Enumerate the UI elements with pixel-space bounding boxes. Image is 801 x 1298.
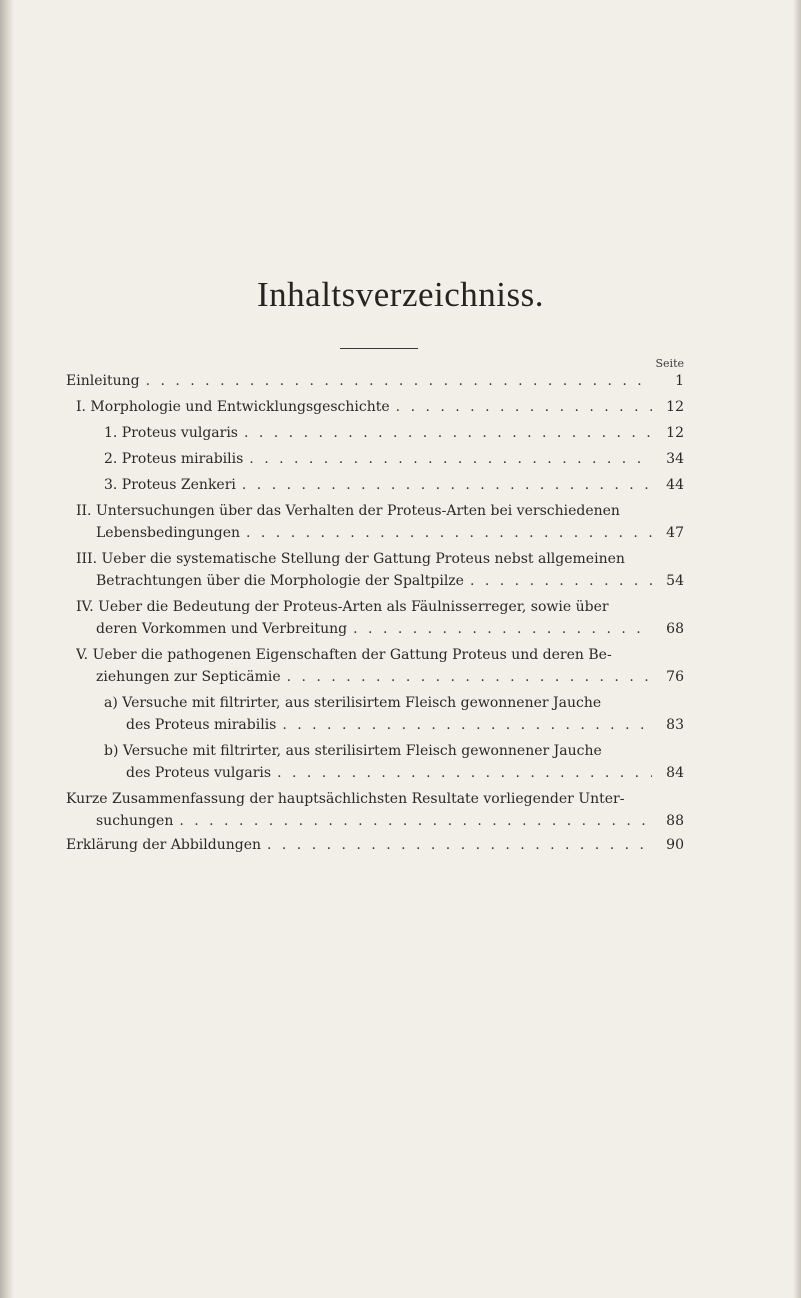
- toc-entry-text: II. Untersuchungen über das Verhalten der Proteus-Arten bei verschiedenen: [76, 503, 620, 519]
- toc-entry-page: 68: [666, 621, 684, 637]
- toc-leader-dots: [347, 618, 652, 640]
- toc-entry-text: 3. Proteus Zenkeri: [104, 477, 236, 493]
- toc-entry-page: 90: [666, 837, 684, 853]
- toc-entry: [104, 448, 684, 470]
- toc-entry-text: des Proteus mirabilis: [126, 717, 277, 733]
- toc-entry: [96, 618, 684, 640]
- toc-entry-page: 12: [666, 399, 684, 415]
- toc-leader-dots: [281, 666, 652, 688]
- toc-entry-text: a) Versuche mit filtrirter, aus sterilisirtem Fleisch gewonnener Jauche: [104, 695, 602, 711]
- toc-entry-page: 76: [666, 669, 684, 685]
- toc-entry-text: Betrachtungen über die Morphologie der Spaltpilze: [96, 573, 464, 589]
- toc-entry-text: suchungen: [96, 813, 174, 829]
- toc-entry-text: I. Morphologie und Entwicklungsgeschichte: [76, 399, 390, 415]
- toc-leader-dots: [261, 834, 652, 856]
- toc-entry: [96, 570, 684, 592]
- toc-leader-dots: [140, 370, 652, 392]
- toc-leader-dots: [464, 570, 652, 592]
- toc-leader-dots: [173, 810, 652, 832]
- toc-entry-page: 12: [666, 425, 684, 441]
- toc-leader-dots: [238, 422, 652, 444]
- toc-entry-page: 34: [666, 451, 684, 467]
- toc-entry: [104, 474, 684, 496]
- toc-entry-text: ziehungen zur Septicämie: [96, 669, 281, 685]
- toc-entry: [66, 834, 684, 856]
- toc-entry: [96, 810, 684, 832]
- toc-entry-page: 1: [675, 373, 684, 389]
- toc-entry-page: 54: [666, 573, 684, 589]
- toc-entry-page: 88: [666, 813, 684, 829]
- toc-entry-text: Einleitung: [66, 373, 140, 389]
- toc-entry-text: V. Ueber die pathogenen Eigenschaften der Gattung Proteus und deren Be-: [76, 647, 612, 663]
- toc-entry-page: 83: [666, 717, 684, 733]
- toc-entry-text: Erklärung der Abbildungen: [66, 837, 261, 853]
- toc-entry-text: b) Versuche mit filtrirter, aus sterilisirtem Fleisch gewonnener Jauche: [104, 743, 602, 759]
- toc-entry: [96, 522, 684, 544]
- toc-entry-text: des Proteus vulgaris: [126, 765, 272, 781]
- toc-entry-text: 2. Proteus mirabilis: [104, 451, 244, 467]
- toc-entry-page: 44: [666, 477, 684, 493]
- toc-entry: [126, 714, 684, 736]
- toc-entry: [104, 422, 684, 444]
- toc-entry-text: deren Vorkommen und Verbreitung: [96, 621, 348, 637]
- toc-leader-dots: [243, 448, 652, 470]
- toc-entry-text: IV. Ueber die Bedeutung der Proteus-Arten als Fäulnisserreger, sowie über: [76, 599, 609, 615]
- toc-entry-text: III. Ueber die systematische Stellung der Gattung Proteus nebst allgemeinen: [76, 551, 625, 567]
- toc-entry-page: 84: [666, 765, 684, 781]
- toc-entry: [66, 370, 684, 392]
- page-title: Inhaltsverzeichniss.: [257, 275, 544, 314]
- toc-entry: [96, 666, 684, 688]
- toc-leader-dots: [390, 396, 652, 418]
- page-column-label: Seite: [655, 357, 684, 370]
- toc-leader-dots: [271, 762, 652, 784]
- toc-entry-text: Kurze Zusammenfassung der hauptsächlichsten Resultate vorliegender Unter-: [66, 791, 625, 807]
- toc-leader-dots: [276, 714, 652, 736]
- toc-entry: [76, 396, 684, 418]
- toc-leader-dots: [240, 522, 652, 544]
- toc-entry-page: 47: [666, 525, 684, 541]
- toc-leader-dots: [236, 474, 652, 496]
- toc-entry-text: Lebensbedingungen: [96, 525, 240, 541]
- toc-entry-text: 1. Proteus vulgaris: [104, 425, 238, 441]
- toc-entry: [126, 762, 684, 784]
